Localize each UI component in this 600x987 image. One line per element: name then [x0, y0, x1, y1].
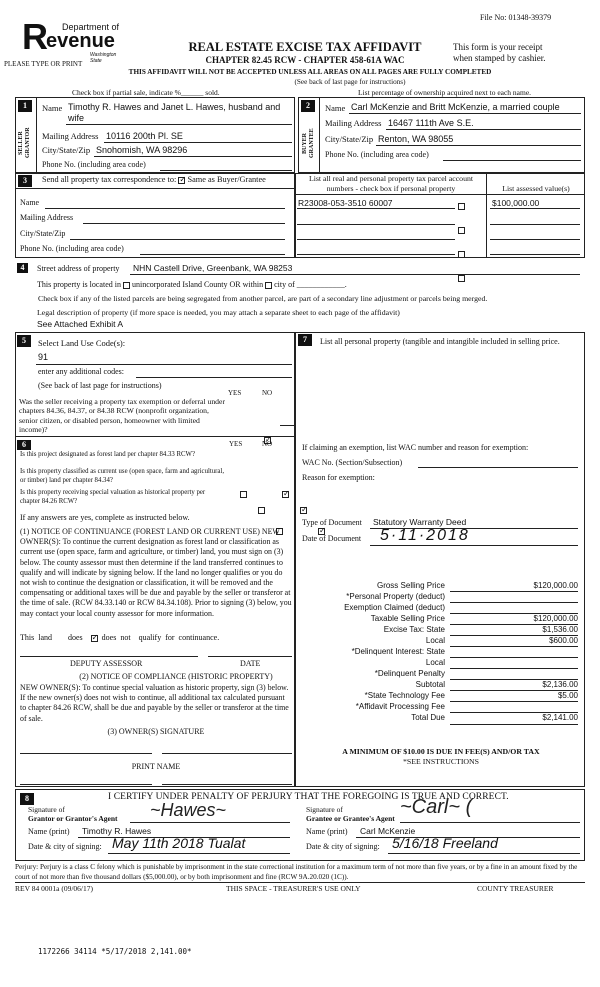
corr-header-divider: [15, 188, 295, 189]
section-4-number: 4: [17, 263, 28, 273]
street-line: [130, 274, 580, 275]
gross-selling-price-value[interactable]: $120,000.00: [450, 581, 578, 592]
taxable-selling-price-label: Taxable Selling Price: [370, 614, 445, 623]
print-name-line-1[interactable]: [20, 784, 152, 785]
excise-local-value[interactable]: $600.00: [450, 636, 578, 647]
corr-city-label: City/State/Zip: [20, 229, 66, 238]
doc-date-line: [370, 545, 578, 546]
s6-yes-label: YES: [229, 440, 243, 448]
forest-question: Is this project designated as forest land per chapter 84.33 RCW?: [20, 451, 195, 458]
doc-date-field[interactable]: 5·11·2018: [380, 527, 470, 544]
form-subtitle: CHAPTER 82.45 RCW - CHAPTER 458-61A WAC: [205, 55, 405, 65]
assessor-date-label: DATE: [240, 659, 261, 668]
buyer-name-line: [349, 113, 581, 114]
assessed-header: List assessed value(s): [502, 184, 570, 193]
corr-name-field[interactable]: [45, 208, 285, 209]
exemption-claimed-label: Exemption Claimed (deduct): [344, 603, 445, 612]
assessed-value-field[interactable]: [490, 254, 580, 255]
assessed-value-field[interactable]: [490, 239, 580, 240]
processing-fee-value[interactable]: [450, 702, 578, 713]
total-due-label: Total Due: [411, 713, 445, 722]
reason-field[interactable]: [302, 485, 578, 515]
street-address-field[interactable]: NHN Castell Drive, Greenbank, WA 98253: [133, 263, 293, 273]
county-treasurer-label: COUNTY TREASURER: [477, 884, 554, 893]
buyer-mailing-line: [386, 129, 581, 130]
logo-state: Washington State: [90, 52, 117, 64]
notice-of-compliance: NEW OWNER(S): To continue special valuation as historic property, sign (3) below. If the new owner(s) does not wish to continue, all additional tax calculated pursuant to chapter 84.26 RCW, shall be due and payable by the seller or transferor at the time of sale.: [20, 683, 289, 723]
personal-property-checkbox[interactable]: [458, 203, 465, 210]
deputy-assessor-signature-line[interactable]: [20, 656, 198, 657]
logo-word: evenue: [46, 30, 115, 52]
see-instructions-note: *SEE INSTRUCTIONS: [402, 757, 480, 766]
current-use-question: Is this property classified as current use (open space, farm and agricultural, or timber) land per chapter 84.34?: [20, 468, 225, 484]
delinquent-interest-state-label: *Delinquent Interest: State: [351, 647, 445, 656]
personal-property-checkbox[interactable]: [458, 275, 465, 282]
cashier-stamp: 1172266 34114 *5/17/2018 2,141.00*: [38, 947, 192, 956]
subtotal-label: Subtotal: [415, 680, 445, 689]
delinquent-interest-local-value[interactable]: [450, 658, 578, 669]
doc-date-label: Date of Document: [302, 534, 362, 543]
form-title: REAL ESTATE EXCISE TAX AFFIDAVIT: [188, 40, 422, 54]
seller-mailing-label: Mailing Address: [42, 131, 99, 141]
owner-signature-line-1[interactable]: [20, 753, 152, 754]
seller-phone-label: Phone No. (including area code): [42, 160, 146, 169]
buyer-city-label: City/State/Zip: [325, 134, 374, 144]
segregated-text: Check box if any of the listed parcels are being segregated from another parcel, are part of a secondary line adjustment or parcels being merged.: [38, 294, 488, 303]
seller-side-label: SELLER GRANTOR: [18, 127, 31, 159]
buyer-city-line: [376, 145, 581, 146]
corr-city-field[interactable]: [70, 239, 285, 240]
parcel-header: List all real and personal property tax parcel account numbers - check box if personal property: [308, 174, 474, 193]
section-3-number: 3: [18, 175, 32, 187]
delinquent-interest-local-label: Local: [425, 658, 445, 667]
delinquent-interest-state-value[interactable]: [450, 647, 578, 658]
buyer-name-label: Name: [325, 103, 346, 113]
additional-codes-field[interactable]: [136, 377, 292, 378]
processing-fee-label: *Affidavit Processing Fee: [355, 702, 445, 711]
buyer-side-label: BUYER GRANTEE: [302, 128, 315, 158]
logo-dept: Department of: [62, 22, 120, 32]
s6-s7-connector: [280, 425, 296, 426]
certify-statement: I CERTIFY UNDER PENALTY OF PERJURY THAT THE FOREGOING IS TRUE AND CORRECT.: [108, 792, 509, 802]
excise-state-value[interactable]: $1,536.00: [450, 625, 578, 636]
grantee-sig-line: [400, 822, 580, 823]
personal-property-deduct-label: *Personal Property (deduct): [346, 592, 445, 601]
delinquent-penalty-label: *Delinquent Penalty: [374, 669, 445, 678]
buyer-mailing-field[interactable]: 16467 111th Ave S.E.: [388, 118, 474, 128]
section-6-number: 6: [17, 440, 31, 450]
grantee-date-label: Date & city of signing:: [306, 842, 380, 851]
seller-city-field[interactable]: Snohomish, WA 98296: [96, 145, 188, 155]
parcel-number-field[interactable]: [297, 224, 455, 225]
assessed-value-field[interactable]: $100,000.00: [492, 198, 540, 208]
grantor-date-field[interactable]: May 11th 2018 Tualat: [112, 835, 246, 851]
notice-of-compliance-title: (2) NOTICE OF COMPLIANCE (HISTORIC PROPERTY): [79, 672, 273, 681]
gross-selling-price-label: Gross Selling Price: [376, 581, 445, 590]
exemption-claimed-value[interactable]: [450, 603, 578, 614]
receipt-note-1: This form is your receipt: [453, 42, 543, 52]
within-city-checkbox[interactable]: [265, 282, 272, 289]
grantee-name-field[interactable]: Carl McKenzie: [360, 826, 416, 836]
located-text: This property is located in unincorporated Island County OR within city of ____________.: [37, 280, 347, 289]
seller-name-label: Name: [42, 103, 63, 113]
grantee-date-line: [388, 853, 580, 854]
parcel-number-field[interactable]: [297, 254, 455, 255]
seller-mailing-line: [104, 142, 292, 143]
does-not-qualify-checkbox[interactable]: [91, 635, 98, 642]
no-col-label: NO: [262, 389, 273, 397]
wac-label: WAC No. (Section/Subsection): [302, 458, 403, 467]
buyer-phone-label: Phone No. (including area code): [325, 150, 429, 159]
buyer-city-field[interactable]: Renton, WA 98055: [378, 134, 454, 144]
s6-no-label: NO: [262, 440, 273, 448]
forest-yes-checkbox[interactable]: [240, 491, 247, 498]
treasurer-use-label: THIS SPACE - TREASURER'S USE ONLY: [226, 884, 361, 893]
same-as-buyer-checkbox[interactable]: [178, 177, 185, 184]
buyer-name-field[interactable]: Carl McKenzie and Britt McKenzie, a married couple: [351, 102, 560, 112]
owner-signature-line-2[interactable]: [162, 753, 292, 754]
minimum-due-note: A MINIMUM OF $10.00 IS DUE IN FEE(S) AND/OR TAX: [342, 747, 540, 756]
assessed-line: [490, 208, 580, 209]
grantor-signature-field[interactable]: ~Hawes~: [150, 800, 227, 820]
land-use-instructions: (See back of last page for instructions): [38, 381, 162, 390]
deputy-assessor-label: DEPUTY ASSESSOR: [70, 659, 143, 668]
personal-property-checkbox[interactable]: [458, 227, 465, 234]
seller-name-line: [66, 124, 292, 125]
delinquent-penalty-value[interactable]: [450, 669, 578, 680]
doc-type-label: Type of Document: [302, 518, 362, 527]
section-8-number: 8: [20, 793, 34, 805]
seller-mailing-field[interactable]: 10116 200th Pl. SE: [106, 131, 183, 141]
if-yes-instruction: If any answers are yes, complete as instructed below.: [20, 513, 190, 522]
same-as-buyer-label: Same as Buyer/Grantee: [187, 175, 266, 184]
exemption-claim-label: If claiming an exemption, list WAC number and reason for exemption:: [302, 443, 529, 452]
perjury-statement: Perjury: Perjury is a class C felony which is punishable by imprisonment in the state correctional institution for a maximum term of not more than five years, or by a fine in an amount fixed by the court of not more than five thousand dollars ($5,000.00), or by both imprisonment and fine (RCW 9A.20.020 (1C)).: [15, 863, 578, 881]
footer-rule: [15, 882, 585, 883]
corr-name-label: Name: [20, 198, 40, 207]
file-number: File No: 01348-39379: [480, 13, 552, 22]
grantee-signature-field[interactable]: ~Carl~ (: [400, 796, 473, 818]
owner-signature-label: (3) OWNER(S) SIGNATURE: [107, 727, 205, 736]
seller-name-field-2[interactable]: wife: [68, 113, 85, 123]
receipt-note-2: when stamped by cashier.: [453, 53, 546, 63]
land-use-code-field[interactable]: 91: [38, 352, 49, 362]
excise-state-label: Excise Tax: State: [383, 625, 445, 634]
grantee-sig-label: Signature of Grantee or Grantee's Agent: [306, 805, 395, 823]
corr-phone-label: Phone No. (including area code): [20, 244, 124, 253]
taxable-selling-price-value[interactable]: $120,000.00: [450, 614, 578, 625]
grantor-sig-line: [130, 822, 290, 823]
yes-col-label: YES: [228, 389, 242, 397]
parcel-number-field[interactable]: [297, 239, 455, 240]
grantee-date-field[interactable]: 5/16/18 Freeland: [392, 835, 498, 851]
seller-phone-field[interactable]: [160, 170, 292, 171]
historical-question: Is this property receiving special valuation as historical property per chapter 84.26 RCW?: [20, 489, 206, 505]
ownership-note: List percentage of ownership acquired next to each name.: [358, 88, 532, 97]
legal-description-label: Legal description of property (if more space is needed, you may attach a separate sheet to each page of the affidavit): [37, 308, 400, 317]
qualify-line: This land does ✓ does not qualify for continuance.: [20, 633, 219, 642]
tech-fee-label: *State Technology Fee: [364, 691, 445, 700]
grantor-name-label: Name (print): [28, 827, 70, 836]
unincorporated-checkbox[interactable]: [123, 282, 130, 289]
corr-mailing-label: Mailing Address: [20, 213, 74, 222]
buyer-mailing-label: Mailing Address: [325, 118, 382, 128]
rev-number: REV 84 0001a (09/06/17): [15, 884, 93, 893]
land-use-label: Select Land Use Code(s):: [38, 338, 126, 348]
street-label: Street address of property: [37, 264, 120, 273]
current-use-yes-checkbox[interactable]: [258, 507, 265, 514]
seller-city-line: [94, 156, 292, 157]
additional-codes-label: enter any additional codes:: [38, 367, 124, 376]
grantor-sig-label: Signature of Grantor or Grantor's Agent: [28, 805, 118, 823]
warning-banner: THIS AFFIDAVIT WILL NOT BE ACCEPTED UNLESS ALL AREAS ON ALL PAGES ARE FULLY COMPLETED: [128, 68, 492, 76]
buyer-phone-field[interactable]: [443, 160, 581, 161]
please-type: PLEASE TYPE OR PRINT: [4, 60, 83, 68]
corr-phone-field[interactable]: [140, 254, 285, 255]
corr-mailing-field[interactable]: [83, 223, 285, 224]
forest-no-checkbox[interactable]: [282, 491, 289, 498]
grantee-name-label: Name (print): [306, 827, 348, 836]
buyer-divider: [319, 97, 320, 173]
partial-sale: Check box if partial sale, indicate %______ sold.: [72, 88, 220, 97]
legal-description-field[interactable]: See Attached Exhibit A: [37, 319, 124, 329]
section-1-number: 1: [18, 100, 32, 112]
dor-logo: [20, 16, 125, 64]
section-2-number: 2: [301, 100, 315, 112]
reason-label: Reason for exemption:: [302, 473, 375, 482]
print-name-label: PRINT NAME: [131, 762, 181, 771]
excise-local-label: Local: [425, 636, 445, 645]
correspondence-label: Send all property tax correspondence to: ✓ Same as Buyer/Grantee: [42, 175, 266, 184]
grantor-date-line: [108, 853, 290, 854]
parcel-header-divider: [295, 194, 585, 195]
doc-type-field[interactable]: Statutory Warranty Deed: [373, 517, 467, 527]
parcel-number-field[interactable]: R23008-053-3510 60007: [298, 198, 393, 208]
personal-property-field[interactable]: [320, 360, 580, 422]
assessor-date-line[interactable]: [208, 656, 292, 657]
total-due-value[interactable]: $2,141.00: [450, 713, 578, 725]
tech-fee-value[interactable]: $5.00: [450, 691, 578, 702]
section-7-number: 7: [298, 334, 312, 346]
print-name-line-2[interactable]: [162, 784, 292, 785]
parcel-line: [297, 208, 455, 209]
section-5-number: 5: [17, 335, 31, 347]
see-back-note: (See back of last page for instructions): [294, 78, 406, 86]
logo-letter: R: [22, 16, 48, 57]
assessed-value-field[interactable]: [490, 224, 580, 225]
personal-property-checkbox[interactable]: [458, 251, 465, 258]
seller-name-field[interactable]: Timothy R. Hawes and Janet L. Hawes, husband and: [68, 102, 281, 112]
grantor-name-field[interactable]: Timothy R. Hawes: [82, 826, 152, 836]
notice-of-continuance: (1) NOTICE OF CONTINUANCE (FOREST LAND OR CURRENT USE) NEW OWNER(S): To continue the current designation as forest land or classification as current use (open space, farm and agriculture, or timber) land, you must sign on (3) below. The county assessor must then determine if the land transferred continues to qualify and will indicate by signing below. If the land no longer qualifies or you do not wish to continue the designation or classification, it will be removed and the compensating or additional taxes will be due and payable by the seller or transferor at the time of sale. (RCW 84.33.140 or RCW 84.34.108). Prior to signing (3) below, you may contact your local county assessor for more information.: [20, 527, 292, 618]
grantor-date-label: Date & city of signing:: [28, 842, 102, 851]
seller-city-label: City/State/Zip: [42, 145, 91, 155]
personal-property-deduct-value[interactable]: [450, 592, 578, 603]
seller-divider: [36, 97, 37, 173]
land-use-code-line: [36, 364, 292, 365]
wac-field[interactable]: [418, 467, 578, 468]
exemption-question: Was the seller receiving a property tax exemption or deferral under chapters 84.36, 84.37, or 84.38 RCW (nonprofit organization, senior citizen, or disabled person, homeowner with limited income)?: [19, 397, 225, 434]
subtotal-value[interactable]: $2,136.00: [450, 680, 578, 691]
personal-property-label: List all personal property (tangible and intangible included in selling price.: [320, 337, 560, 346]
